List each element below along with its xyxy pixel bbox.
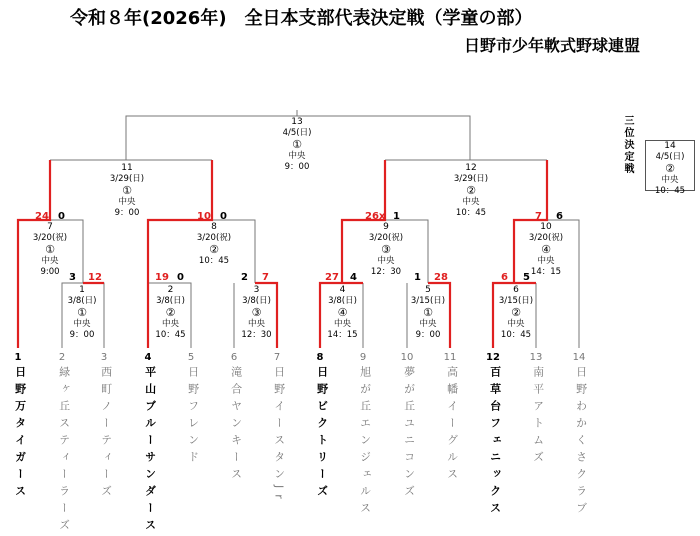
score-game-5-right: 28 [434, 272, 448, 283]
team-10: 10 夢が丘ユニコンズ [400, 352, 416, 502]
team-13: 13 南平アトムズ [529, 352, 545, 468]
team-3: 3 西町ノーティーズ [99, 352, 113, 502]
game-4-label: 4 3/8(日) ④ 中央 14：15 [327, 285, 358, 340]
score-game-9-right: 1 [393, 211, 400, 222]
team-8: 8 日野ビクトリーズ [315, 352, 329, 502]
page-title: 令和８年(2026年) 全日本支部代表決定戦（学童の部） [70, 8, 533, 29]
score-game-9-left: 26x [365, 211, 386, 222]
score-game-8-right: 0 [220, 211, 227, 222]
score-game-4-right: 4 [350, 272, 357, 283]
organizer-name: 日野市少年軟式野球連盟 [463, 36, 640, 55]
score-game-1-left: 3 [69, 272, 76, 283]
game-11-label: 11 3/29(日) ① 中央 9：00 [109, 163, 145, 218]
game-9-label: 9 3/20(祝) ③ 中央 12：30 [368, 222, 404, 277]
team-11: 11 高幡イーグルス [443, 352, 459, 485]
team-12: 12 百草台フェニックス [486, 352, 502, 519]
score-game-2-right: 0 [177, 272, 184, 283]
score-game-7-left: 24 [35, 211, 49, 222]
score-game-5-left: 1 [414, 272, 421, 283]
score-game-7-right: 0 [58, 211, 65, 222]
game-10-label: 10 3/20(祝) ④ 中央 14：15 [528, 222, 564, 277]
team-2: 2 緑ヶ丘スティーラーズ [57, 352, 71, 536]
game-1-label: 1 3/8(日) ① 中央 9：00 [67, 285, 97, 340]
team-14: 14 日野わかくさクラブ [572, 352, 588, 519]
game-14-label: 14 4/5(日) ② 中央 10：45 [654, 141, 686, 196]
game-8-label: 8 3/20(祝) ② 10：45 [196, 222, 232, 266]
game-7-label: 7 3/20(祝) ① 中央 9:00 [32, 222, 68, 277]
score-game-1-right: 12 [88, 272, 102, 283]
score-game-2-left: 19 [155, 272, 169, 283]
team-5: 5 日野フレンド [186, 352, 200, 468]
score-game-3-right: 7 [262, 272, 269, 283]
score-game-4-left: 27 [325, 272, 339, 283]
score-game-10-right: 6 [556, 211, 563, 222]
third-place-title: 三位決定戦 [622, 115, 633, 175]
game-3-label: 3 3/8(日) ③ 中央 12：30 [241, 285, 272, 340]
team-4: 4 平山ブルーサンダース [143, 352, 157, 536]
game-2-label: 2 3/8(日) ② 中央 10：45 [155, 285, 186, 340]
score-game-10-left: 7 [535, 211, 542, 222]
game-13-label: 13 4/5(日) ① 中央 9：00 [282, 117, 312, 172]
score-game-3-left: 2 [241, 272, 248, 283]
team-7: 7 日野イースタンJr [272, 352, 286, 505]
score-game-6-right: 5 [523, 272, 530, 283]
team-1: 1 日野万タイガース [13, 352, 27, 502]
team-9: 9 旭が丘エンジェルス [358, 352, 372, 519]
game-6-label: 6 3/15(日) ② 中央 10：45 [498, 285, 534, 340]
score-game-6-left: 6 [501, 272, 508, 283]
score-game-8-left: 10 [197, 211, 211, 222]
game-5-label: 5 3/15(日) ① 中央 9：00 [410, 285, 446, 340]
game-12-label: 12 3/29(日) ② 中央 10：45 [453, 163, 489, 218]
team-6: 6 滝合ヤンキース [229, 352, 243, 485]
